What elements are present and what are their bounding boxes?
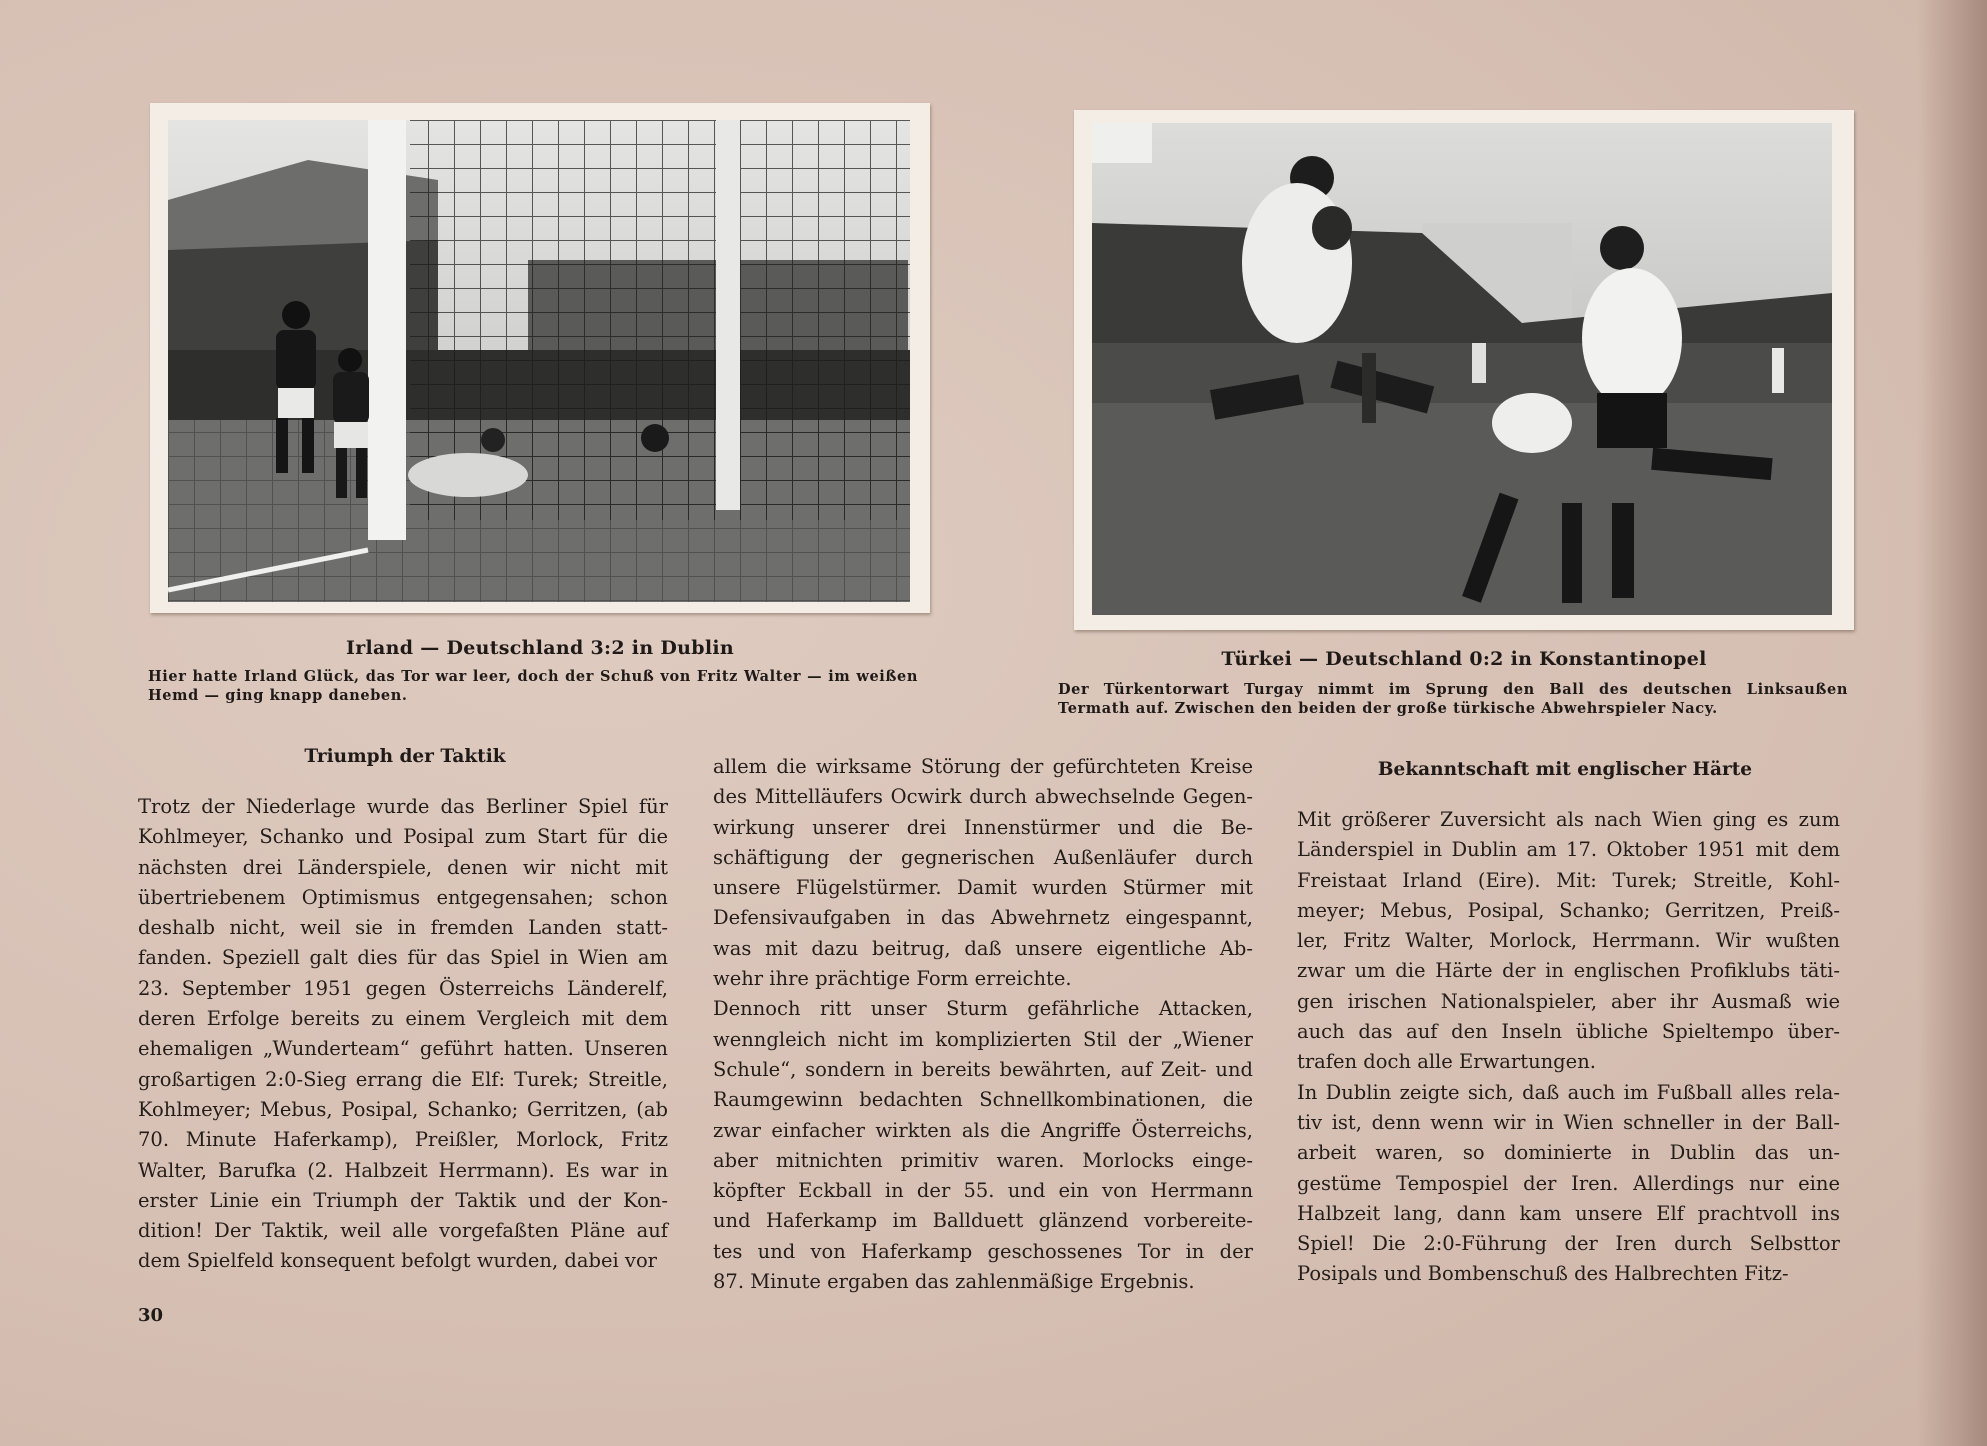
text-line: Freistaat Irland (Eire). Mit: Turek; Streitle, Kohl- (1297, 868, 1840, 892)
football-goal-photo-icon (168, 120, 910, 602)
text-line: unsere Flügelstürmer. Damit wurden Stürmer mit (713, 876, 1253, 900)
right-photo (1092, 123, 1832, 615)
text-line: dem Spielfeld konsequent befolgt wurden, dabei vor (138, 1249, 658, 1273)
text-line: Raumgewinn bedachten Schnellkombinationen, die (713, 1088, 1253, 1112)
text-line: wehr ihre prächtige Form erreichte. (713, 967, 1072, 991)
text-line: tiv ist, denn wenn wir in Wien schneller in der Ball- (1297, 1110, 1840, 1134)
text-line: ehemaligen „Wunderteam“ geführt hatten. Unseren (138, 1037, 668, 1061)
text-line: 87. Minute ergaben das zahlenmäßige Ergebnis. (713, 1270, 1195, 1294)
caption-line: Termath auf. Zwischen den beiden der große türkische Abwehrspieler Nacy. (1058, 700, 1718, 717)
text-line: 23. September 1951 gegen Österreichs Länderelf, (138, 976, 668, 1000)
text-line: Schule“, sondern in bereits bewährten, auf Zeit- und (713, 1057, 1253, 1081)
text-line: trafen doch alle Erwartungen. (1297, 1050, 1596, 1074)
text-line: tes und von Haferkamp geschossenes Tor in der (713, 1239, 1253, 1263)
right-column-text (1297, 805, 1840, 1290)
text-line: köpfter Eckball in der 55. und ein von Herrmann (713, 1179, 1253, 1203)
text-line: nächsten drei Länderspiele, denen wir nicht mit (138, 855, 668, 879)
page-edge-shadow (1917, 0, 1987, 1446)
text-line: deshalb nicht, weil sie in fremden Landen statt- (138, 916, 668, 940)
text-line: zwar einfacher wirkten als die Angriffe Österreichs, (713, 1118, 1253, 1142)
text-line: Dennoch ritt unser Sturm gefährliche Attacken, (713, 997, 1253, 1021)
text-line: dition! Der Taktik, weil alle vorgefaßten Pläne auf (138, 1219, 668, 1243)
text-line: Spiel! Die 2:0-Führung der Iren durch Selbsttor (1297, 1232, 1840, 1256)
text-line: schäftigung der gegnerischen Außenläufer durch (713, 845, 1253, 869)
left-photo (168, 120, 910, 602)
text-line: allem die wirksame Störung der gefürchteten Kreise (713, 755, 1253, 778)
text-line: gen irischen Nationalspieler, aber ihr Ausmaß wie (1297, 989, 1840, 1013)
text-line: Halbzeit lang, dann kam unsere Elf prachtvoll ins (1297, 1201, 1840, 1225)
text-line: meyer; Mebus, Posipal, Schanko; Gerritzen, Preiß- (1297, 898, 1840, 922)
caption-line: Hemd — ging knapp daneben. (148, 687, 408, 704)
text-line: des Mittelläufers Ocwirk durch abwechselnde Gegen- (713, 785, 1253, 809)
goalkeeper-jump-photo-icon (1092, 123, 1832, 615)
text-line: wirkung unserer drei Innenstürmer und die Be- (713, 815, 1253, 839)
text-line: Defensivaufgaben in das Abwehrnetz eingespannt, (713, 906, 1253, 930)
text-line: 70. Minute Haferkamp), Preißler, Morlock, Fritz (138, 1128, 668, 1152)
caption-line: Hier hatte Irland Glück, das Tor war leer, doch der Schuß von Fritz Walter — im weißen (148, 668, 918, 685)
caption-line: Der Türkentorwart Turgay nimmt im Sprung den Ball des deutschen Linksaußen (1058, 681, 1848, 698)
text-line: Posipals und Bombenschuß des Halbrechten Fitz- (1297, 1262, 1789, 1286)
text-line: Kohlmeyer, Schanko und Posipal zum Start für die (138, 825, 668, 849)
text-line: erster Linie ein Triumph der Taktik und der Kon- (138, 1188, 668, 1212)
text-line: arbeit waren, so dominierte in Dublin das un- (1297, 1141, 1840, 1165)
text-line: was mit dazu beitrug, daß unsere eigentliche Ab- (713, 936, 1253, 960)
left-column-heading: Triumph der Taktik (304, 746, 506, 767)
text-line: großartigen 2:0-Sieg errang die Elf: Turek; Streitle, (138, 1067, 668, 1091)
text-line: Kohlmeyer; Mebus, Posipal, Schanko; Gerritzen, (ab (138, 1097, 668, 1121)
text-line: fanden. Speziell galt dies für das Spiel in Wien am (138, 946, 668, 970)
text-line: übertriebenem Optimismus entgegensahen; schon (138, 885, 668, 909)
text-line: Trotz der Niederlage wurde das Berliner Spiel für (138, 795, 668, 818)
text-line: In Dublin zeigte sich, daß auch im Fußball alles rela- (1297, 1080, 1840, 1104)
middle-column-text (713, 752, 1253, 1297)
text-line: und Haferkamp im Ballduett glänzend vorbereite- (713, 1209, 1253, 1233)
text-line: wenngleich nicht im komplizierten Stil der „Wiener (713, 1027, 1253, 1051)
page-number: 30 (138, 1305, 164, 1326)
left-caption-body (148, 667, 918, 705)
text-line: deren Erfolge bereits zu einem Vergleich mit dem (138, 1007, 668, 1031)
text-line: ler, Fritz Walter, Morlock, Herrmann. Wir wußten (1297, 929, 1840, 953)
text-line: Walter, Barufka (2. Halbzeit Herrmann). Es war in (138, 1158, 668, 1182)
right-caption-title: Türkei — Deutschland 0:2 in Konstantinopel (1221, 648, 1707, 670)
left-caption-title: Irland — Deutschland 3:2 in Dublin (346, 637, 734, 659)
text-line: auch das auf den Inseln übliche Spieltempo über- (1297, 1020, 1840, 1044)
text-line: aber mitnichten primitiv waren. Morlocks einge- (713, 1148, 1253, 1172)
right-column-heading: Bekanntschaft mit englischer Härte (1377, 759, 1753, 780)
text-line: Mit größerer Zuversicht als nach Wien ging es zum (1297, 808, 1840, 831)
text-line: Länderspiel in Dublin am 17. Oktober 1951 mit dem (1297, 838, 1840, 862)
text-line: gestüme Tempospiel der Iren. Allerdings nur eine (1297, 1171, 1840, 1195)
left-column-text (138, 792, 668, 1277)
right-caption-body (1058, 680, 1848, 718)
text-line: zwar um die Härte der in englischen Profiklubs täti- (1297, 959, 1840, 983)
